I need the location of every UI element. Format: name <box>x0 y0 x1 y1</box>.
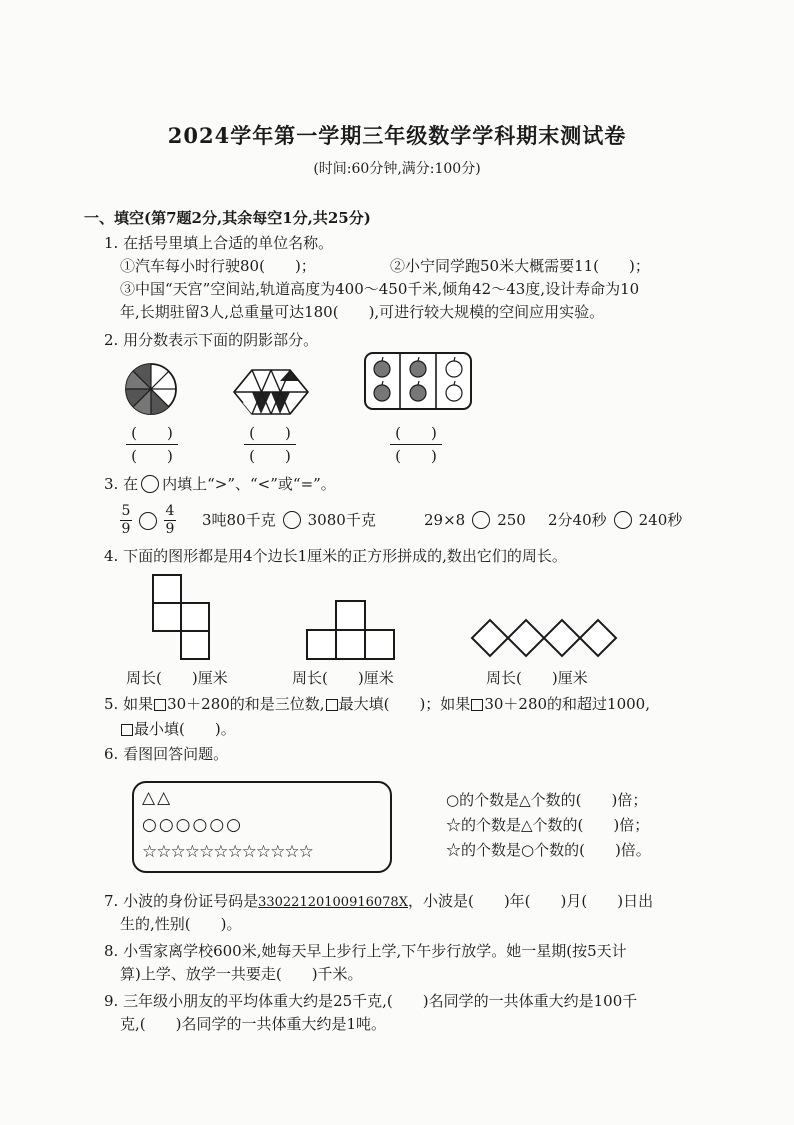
q5-line2 <box>120 719 236 739</box>
q7-text-a: 7. 小波的身份证号码是 <box>104 892 259 910</box>
q4-perimeter-2[interactable]: 周长( )厘米 <box>292 669 394 687</box>
q2-answer-3[interactable] <box>390 424 442 465</box>
q2-answer-2-den: ( ) <box>249 447 291 465</box>
q2-answer-1[interactable] <box>126 424 178 465</box>
q6-stars-row: ☆☆☆☆☆☆☆☆☆☆☆☆ <box>142 842 313 862</box>
q8-line2: 算)上学、放学一共要走( )千米。 <box>120 965 363 983</box>
compare-right: 250 <box>497 511 526 529</box>
q6-answer-2[interactable]: ☆的个数是△个数的( )倍； <box>446 816 650 834</box>
compare-circle-icon <box>141 475 159 493</box>
q2-stem: 2. 用分数表示下面的阴影部分。 <box>104 331 319 349</box>
square-shape-1 <box>152 574 212 664</box>
compare-left: 3吨80千克 <box>202 511 276 529</box>
q3-compare-2 <box>202 510 376 530</box>
triangle-grid-shape <box>234 370 308 414</box>
compare-left: 2分40秒 <box>548 511 607 529</box>
digit-box-icon <box>471 699 483 711</box>
q7-text-b: ，小波是( )年( )月( )日出 <box>407 892 654 910</box>
q5-text-b: 30＋280的和是三位数, <box>167 695 325 713</box>
q4-perimeter-1[interactable]: 周长( )厘米 <box>126 669 228 687</box>
digit-box-icon <box>154 699 166 711</box>
compare-blank-3[interactable] <box>472 511 490 529</box>
q5-text-c: 最大填( )；如果 <box>338 695 471 713</box>
compare-blank-1[interactable] <box>139 512 157 530</box>
q8-line1: 8. 小雪家离学校600米,她每天早上步行上学,下午步行放学。她一星期(按5天计 <box>104 942 627 960</box>
q5-text-d: 30＋280的和超过1000, <box>484 695 650 713</box>
q4-stem: 4. 下面的图形都是用4个边长1厘米的正方形拼成的,数出它们的周长。 <box>104 547 567 565</box>
compare-blank-2[interactable] <box>283 511 301 529</box>
exam-subtitle: (时间:60分钟,满分:100分) <box>313 161 481 177</box>
compare-right: 240秒 <box>638 511 683 529</box>
q2-answer-1-num: ( ) <box>131 424 173 442</box>
digit-box-icon <box>121 724 133 736</box>
q1-item-c-line2: 年,长期驻留3人,总重量可达180( ),可进行较大规模的空间应用实验。 <box>120 303 605 321</box>
q2-answer-1-den: ( ) <box>131 447 173 465</box>
digit-box-icon <box>326 699 338 711</box>
q6-circles-row: ○○○○○○ <box>142 815 244 835</box>
q2-answer-2[interactable] <box>244 424 296 465</box>
q3-compare-4 <box>548 510 682 530</box>
compare-left: 29×8 <box>424 511 466 529</box>
q9-line2: 克,( )名同学的一共体重大约是1吨。 <box>120 1015 387 1033</box>
q7-line1 <box>104 891 653 913</box>
q1-stem: 1. 在括号里填上合适的单位名称。 <box>104 234 334 252</box>
exam-title: 2024学年第一学期三年级数学学科期末测试卷 <box>167 123 627 148</box>
q6-answer-1[interactable]: ○的个数是△个数的( )倍； <box>446 791 648 809</box>
compare-blank-4[interactable] <box>614 511 632 529</box>
frac-num: 5 <box>121 503 131 519</box>
q9-line1: 9. 三年级小朋友的平均体重大约是25千克,( )名同学的一共体重大约是100千 <box>104 992 638 1010</box>
q4-perimeter-3[interactable]: 周长( )厘米 <box>486 669 588 687</box>
apple-tray-shape <box>364 352 472 410</box>
q3-compare-1 <box>120 504 176 537</box>
q1-item-a: ①汽车每小时行驶80( )； <box>120 257 316 275</box>
q2-answer-2-num: ( ) <box>249 424 291 442</box>
square-shape-2 <box>306 600 396 662</box>
q3-stem-post: 内填上“>”、“<”或“=”。 <box>162 475 336 493</box>
q6-answer-3[interactable]: ☆的个数是○个数的( )倍。 <box>446 841 651 859</box>
id-number: 33022120100916078X <box>258 895 408 910</box>
q1-item-b: ②小宁同学跑50米大概需要11( )； <box>390 257 650 275</box>
q5-line1 <box>104 694 650 714</box>
q2-answer-3-num: ( ) <box>395 424 437 442</box>
frac-num: 4 <box>165 503 175 519</box>
section-heading: 一、填空(第7题2分,其余每空1分,共25分) <box>84 209 371 227</box>
square-shape-3 <box>470 618 622 662</box>
fraction-4-9 <box>164 504 176 537</box>
frac-den: 9 <box>121 521 131 537</box>
q3-compare-3 <box>424 510 526 530</box>
q3-stem <box>104 474 336 494</box>
q3-stem-pre: 3. 在 <box>104 475 139 493</box>
compare-right: 3080千克 <box>307 511 376 529</box>
q6-stem: 6. 看图回答问题。 <box>104 745 229 763</box>
fraction-5-9 <box>120 504 132 537</box>
q7-line2: 生的,性别( )。 <box>120 915 242 933</box>
q5-text-e: 最小填( )。 <box>134 720 236 738</box>
q2-answer-3-den: ( ) <box>395 447 437 465</box>
frac-den: 9 <box>165 521 175 537</box>
q5-text-a: 5. 如果 <box>104 695 154 713</box>
pie-shape <box>124 362 178 416</box>
q1-item-c-line1: ③中国“天宫”空间站,轨道高度为400～450千米,倾角42～43度,设计寿命为10 <box>120 280 640 298</box>
q6-triangles-row: △△ <box>142 788 173 808</box>
